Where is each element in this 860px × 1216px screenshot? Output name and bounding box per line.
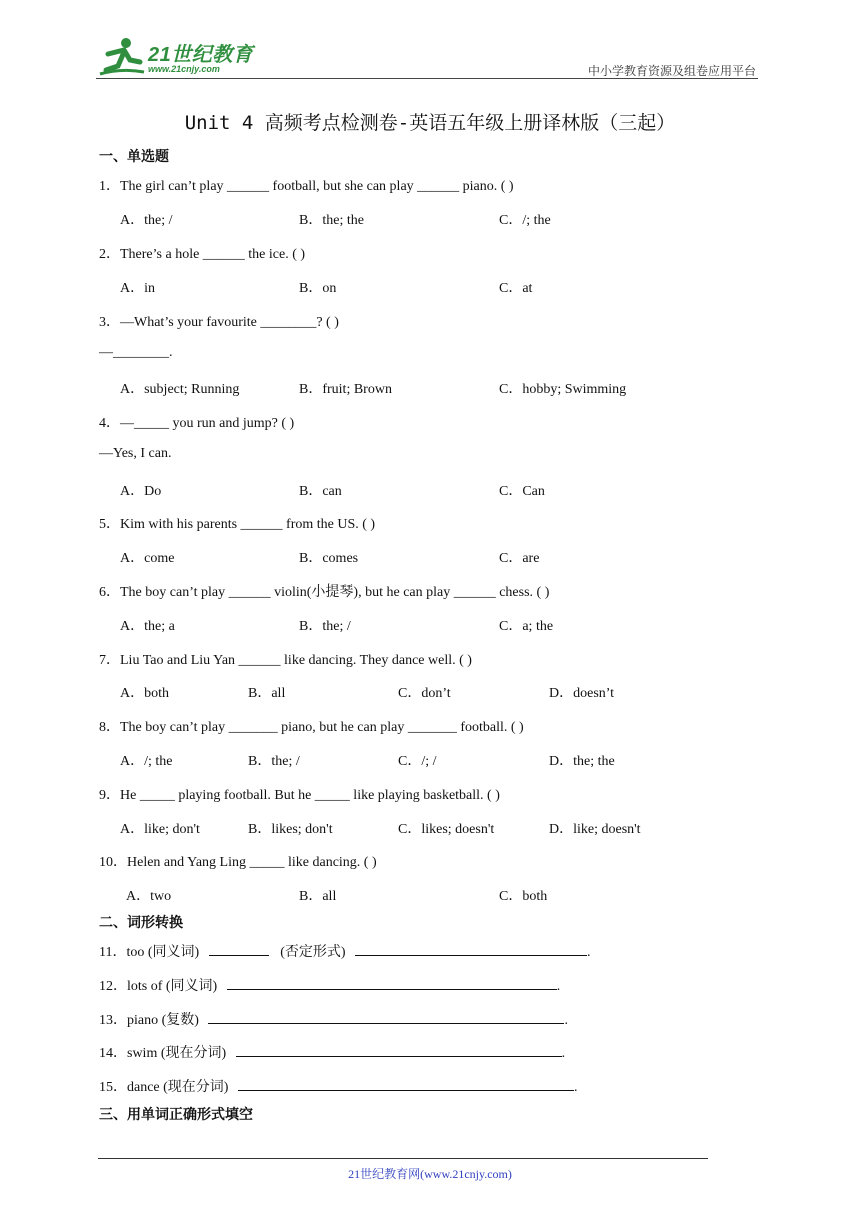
option: A．both: [120, 686, 169, 701]
logo-url: www.21cnjy.com: [148, 64, 220, 74]
question-line: 6．The boy can’t play ______ violin(小提琴), but he can play ______ chess. ( ): [99, 585, 550, 600]
word-form-prompt: 13．piano (复数): [99, 1013, 199, 1028]
runner-logo-icon: [96, 36, 146, 78]
question-line: 2．There’s a hole ______ the ice. ( ): [99, 247, 306, 262]
answer-blank[interactable]: [227, 975, 557, 990]
question-line: 10．Helen and Yang Ling _____ like dancing. ( ): [99, 855, 377, 870]
question-line: 5．Kim with his parents ______ from the US. ( ): [99, 517, 376, 532]
logo-text: 21世纪教育: [148, 44, 254, 66]
word-form-prompt: 12．lots of (同义词): [99, 979, 218, 994]
option: A．like; don't: [120, 822, 200, 837]
question-line: 7．Liu Tao and Liu Yan ______ like dancing. They dance well. ( ): [99, 653, 472, 668]
word-form-prompt: 11．too (同义词): [99, 945, 200, 960]
option: B．likes; don't: [248, 822, 333, 837]
option: C．/; the: [499, 213, 551, 228]
option: B．all: [299, 889, 337, 904]
option: B．can: [299, 484, 342, 499]
option: B．comes: [299, 551, 359, 566]
option: B．fruit; Brown: [299, 382, 392, 397]
option: A．Do: [120, 484, 162, 499]
option: C．hobby; Swimming: [499, 382, 627, 397]
option: A．two: [126, 889, 172, 904]
footer-text: 21世纪教育网(www.21cnjy.com): [348, 1167, 512, 1181]
word-form-item: 11．too (同义词) (否定形式) .: [99, 941, 591, 961]
option: A．the; a: [120, 619, 175, 634]
word-form-item: 13．piano (复数) .: [99, 1009, 568, 1029]
option: B．all: [248, 686, 286, 701]
question-line: 4．—_____ you run and jump? ( ): [99, 416, 295, 431]
option: C．don’t: [398, 686, 451, 701]
option: C．are: [499, 551, 540, 566]
page-title: Unit 4 高频考点检测卷-英语五年级上册译林版（三起）: [184, 112, 676, 134]
word-form-prompt: 15．dance (现在分词): [99, 1080, 229, 1095]
option: B．the; /: [299, 619, 351, 634]
answer-blank[interactable]: [208, 1009, 564, 1024]
option: D．doesn’t: [549, 686, 615, 701]
section-heading: 三、用单词正确形式填空: [99, 1107, 253, 1123]
section-heading: 二、词形转换: [99, 915, 183, 931]
word-form-prompt: 14．swim (现在分词): [99, 1046, 227, 1061]
answer-blank[interactable]: [236, 1042, 562, 1057]
logo: [96, 36, 266, 78]
option: C．Can: [499, 484, 545, 499]
option: A．the; /: [120, 213, 173, 228]
word-form-item: 15．dance (现在分词) .: [99, 1076, 577, 1096]
question-line: 9．He _____ playing football. But he _____ like playing basketball. ( ): [99, 788, 500, 803]
question-line: 1．The girl can’t play ______ football, but she can play ______ piano. ( ): [99, 179, 514, 194]
option: C．at: [499, 281, 533, 296]
option: A．come: [120, 551, 175, 566]
option: A．subject; Running: [120, 382, 240, 397]
option: C．a; the: [499, 619, 554, 634]
footer-divider: [98, 1158, 708, 1159]
answer-line: —Yes, I can.: [99, 446, 172, 461]
option: A．in: [120, 281, 155, 296]
word-form-item: 12．lots of (同义词) .: [99, 975, 560, 995]
option: C．both: [499, 889, 548, 904]
question-line: 3．—What’s your favourite ________? ( ): [99, 315, 339, 330]
question-line: 8．The boy can’t play _______ piano, but he can play _______ football. ( ): [99, 720, 524, 735]
option: B．the; the: [299, 213, 364, 228]
page-header: [96, 36, 756, 80]
option: C．/; /: [398, 754, 437, 769]
option: D．the; the: [549, 754, 615, 769]
option: C．likes; doesn't: [398, 822, 495, 837]
header-divider: [96, 78, 758, 79]
word-form-item: 14．swim (现在分词) .: [99, 1042, 565, 1062]
option: B．on: [299, 281, 337, 296]
answer-blank[interactable]: [355, 941, 587, 956]
section-heading: 一、单选题: [99, 149, 169, 165]
answer-blank[interactable]: [209, 941, 269, 956]
word-form-prompt: (否定形式): [280, 945, 346, 960]
answer-blank[interactable]: [238, 1076, 574, 1091]
option: B．the; /: [248, 754, 300, 769]
option: A．/; the: [120, 754, 173, 769]
platform-name: 中小学教育资源及组卷应用平台: [587, 64, 756, 78]
option: D．like; doesn't: [549, 822, 641, 837]
answer-line: —________.: [99, 345, 173, 360]
